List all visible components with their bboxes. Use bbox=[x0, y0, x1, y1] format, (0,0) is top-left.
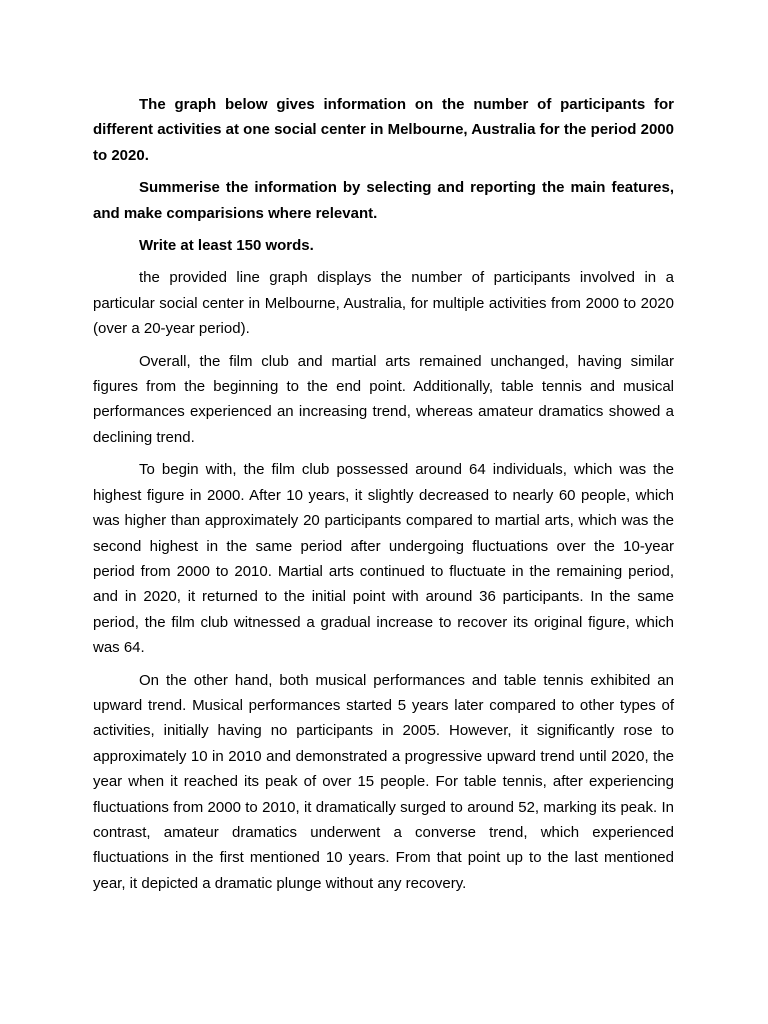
essay-overview-paragraph: Overall, the film club and martial arts remained unchanged, having similar figures from the beginning to the end point. Additionally, table tennis and musical performances experienced an increasing trend, whereas amateur dramatics showed a declining trend. bbox=[93, 352, 674, 446]
essay-body-paragraph-2: On the other hand, both musical performances and table tennis exhibited an upward trend. Musical performances started 5 years later compared to other types of activities, initially having no participants in 2005. However, it significantly rose to approximately 10 in 2010 and demonstrated a progressive upward trend until 2020, the year when it reached its peak of over 15 people. For table tennis, after experiencing fluctuations from 2000 to 2010, it dramatically surged to around 52, marking its peak. In contrast, amateur dramatics underwent a converse trend, which experienced fluctuations in the first mentioned 10 years. From that point up to the last mentioned year, it depicted a dramatic plunge without any recovery. bbox=[93, 671, 674, 892]
task-prompt-paragraph: The graph below gives information on the number of participants for different activities at one social center in Melbourne, Australia for the period 2000 to 2020. bbox=[93, 96, 674, 164]
task-instruction-paragraph: Summerise the information by selecting and reporting the main features, and make comparisions where relevant. bbox=[93, 179, 674, 222]
essay-introduction-paragraph: the provided line graph displays the number of participants involved in a particular social center in Melbourne, Australia, for multiple activities from 2000 to 2020 (over a 20-year period). bbox=[93, 269, 674, 338]
word-count-instruction: Write at least 150 words. bbox=[139, 237, 314, 255]
essay-body-paragraph-1: To begin with, the film club possessed around 64 individuals, which was the highest figure in 2000. After 10 years, it slightly decreased to nearly 60 people, which was higher than approximately 20 participants compared to martial arts, which was the second highest in the same period after undergoing fluctuations over the 10-year period from 2000 to 2010. Martial arts continued to fluctuate in the remaining period, and in 2020, it returned to the initial point with around 36 participants. In the same period, the film club witnessed a gradual increase to recover its original figure, which was 64. bbox=[93, 461, 674, 657]
